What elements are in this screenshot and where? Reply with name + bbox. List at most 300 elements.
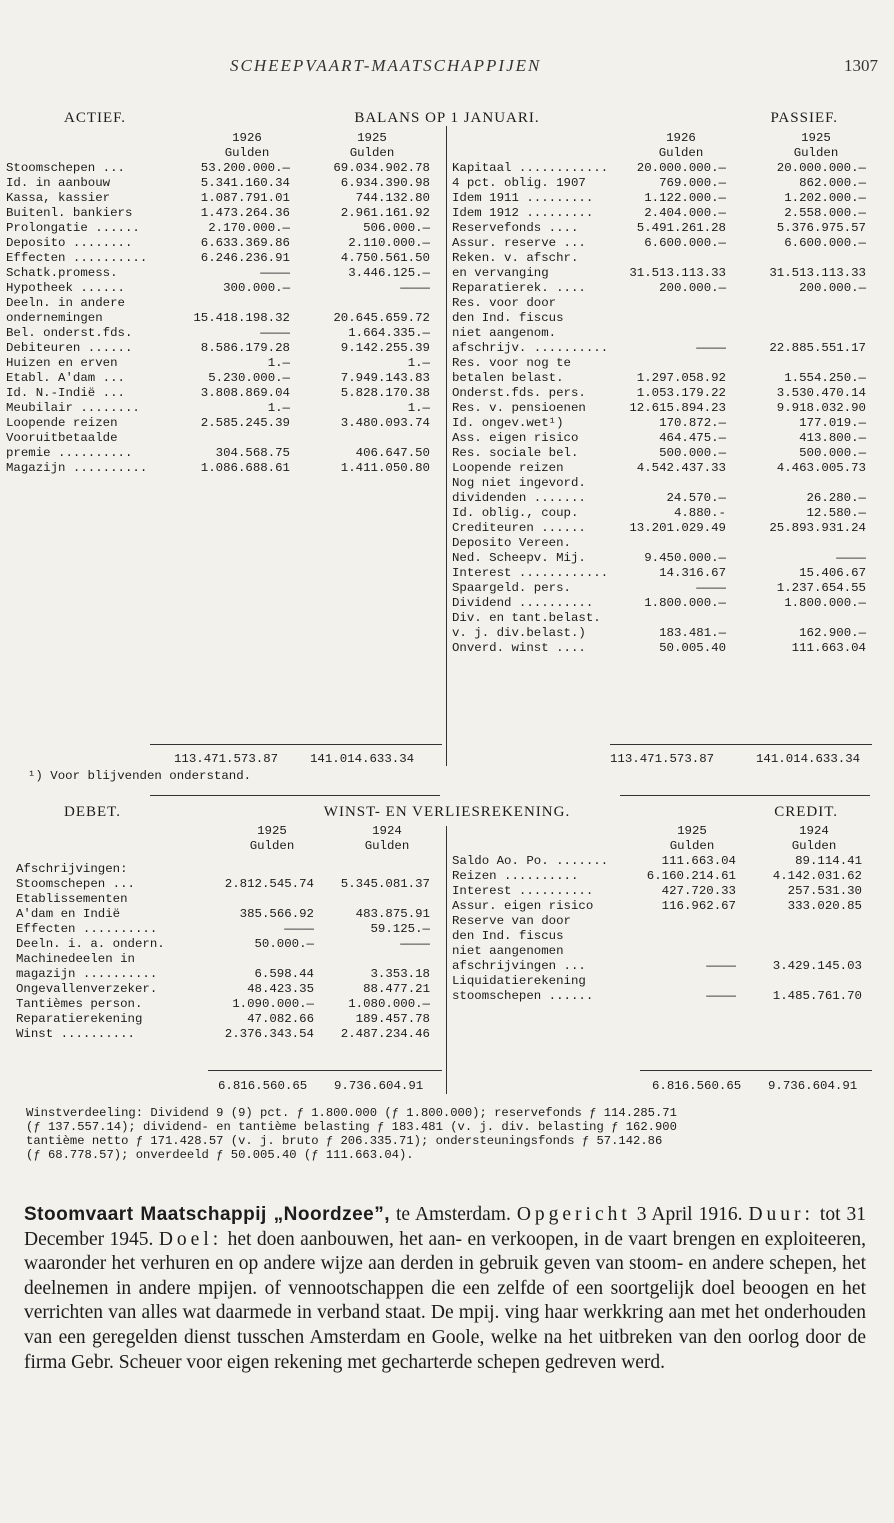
asset-value-1: ————: [260, 266, 290, 280]
asset-label: Id. in aanbouw: [6, 176, 111, 190]
credit-row: [452, 884, 872, 899]
liability-row: [452, 326, 872, 341]
debit-value-1: ————: [284, 922, 314, 936]
assets-total-1925: 141.014.633.34: [310, 752, 415, 766]
debit-value-1: 47.082.66: [247, 1012, 314, 1026]
asset-label: Kassa, kassier: [6, 191, 111, 205]
asset-value-2: 5.828.170.38: [340, 386, 430, 400]
asset-row: [6, 341, 442, 356]
asset-label: premie ..........: [6, 446, 133, 460]
liability-label: Deposito Vereen.: [452, 536, 571, 550]
liability-row: [452, 581, 872, 596]
credit-value-1: ————: [706, 959, 736, 973]
liability-row: [452, 161, 872, 176]
footnote: [28, 769, 528, 785]
asset-label: Effecten ..........: [6, 251, 148, 265]
assets-unit-2: Gulden: [349, 146, 395, 160]
pl-headings: [0, 804, 894, 822]
liability-value-1: 1.297.058.92: [636, 371, 726, 385]
debit-row: [16, 997, 442, 1012]
asset-value-2: 1.—: [407, 401, 430, 415]
running-header: [0, 44, 894, 76]
asset-value-2: 406.647.50: [355, 446, 430, 460]
credit-row: [452, 959, 872, 974]
pl-divider: [446, 826, 447, 1094]
running-title: SCHEEPVAART-MAATSCHAPPIJEN: [230, 56, 542, 75]
liability-value-1: ————: [696, 341, 726, 355]
debit-year-row: [16, 824, 442, 839]
liability-row: [452, 386, 872, 401]
debit-label: Effecten ..........: [16, 922, 158, 936]
liability-label: den Ind. fiscus: [452, 311, 564, 325]
asset-row: [6, 281, 442, 296]
liability-value-2: 111.663.04: [791, 641, 866, 655]
asset-label: Huizen en erven: [6, 356, 118, 370]
liability-row: [452, 416, 872, 431]
winstverdeeling-line: (ƒ 68.778.57); onverdeeld ƒ 50.005.40 (ƒ 111.663.04).: [26, 1148, 414, 1162]
winstverdeeling-line: (ƒ 137.557.14); dividend- en tantième belasting ƒ 183.481 (v. j. div. belasting ƒ 162.900: [26, 1120, 677, 1134]
liability-label: betalen belast.: [452, 371, 564, 385]
debit-label: Tantièmes person.: [16, 997, 143, 1011]
liability-row: [452, 626, 872, 641]
winstverdeeling-line: Winstverdeeling: Dividend 9 (9) pct. ƒ 1.800.000 (ƒ 1.800.000); reservefonds ƒ 114.285.71: [26, 1106, 677, 1120]
liability-label: v. j. div.belast.): [452, 626, 586, 640]
asset-value-1: 300.000.—: [223, 281, 290, 295]
liability-value-1: 31.513.113.33: [629, 266, 726, 280]
asset-row: [6, 401, 442, 416]
asset-label: Id. N.-Indië ...: [6, 386, 125, 400]
asset-value-2: 2.961.161.92: [340, 206, 430, 220]
asset-row: [6, 161, 442, 176]
asset-value-2: 69.034.902.78: [333, 161, 430, 175]
asset-row: [6, 266, 442, 281]
debit-value-2: 1.080.000.—: [348, 997, 430, 1011]
asset-value-1: 1.473.264.36: [200, 206, 290, 220]
liability-value-1: 4.542.437.33: [636, 461, 726, 475]
credit-label: niet aangenomen: [452, 944, 564, 958]
asset-row: [6, 176, 442, 191]
purpose-text: het doen aanbouwen, het aan- en verkoopen, in de vaart brengen en exploiteeren, waaronder het verhuren en op andere wijze aan derden in gebruik geven van stoom- en andere schepen, het deelnemen in andere mpijen. of vennootschappen die een zelfde of een soortgelijk doel beoogen en het verrichten van alles wat daarmede in verband staat. De mpij. ving haar werkkring aan met het onderhouden van een geregelden dienst tusschen Amsterdam en Goole, welke na het uitbreken van den oorlog door de firma Gebr. Scheuer voor eigen rekening met gecharterde schepen gedreven werd.: [24, 1228, 866, 1373]
liability-label: Reken. v. afschr.: [452, 251, 579, 265]
asset-row: [6, 431, 442, 446]
liability-value-2: 500.000.—: [799, 446, 866, 460]
liability-value-2: 862.000.—: [799, 176, 866, 190]
liability-label: Assur. reserve ...: [452, 236, 586, 250]
asset-value-2: 9.142.255.39: [340, 341, 430, 355]
liability-row: [452, 566, 872, 581]
liability-row: [452, 236, 872, 251]
credit-label: afschrijvingen ...: [452, 959, 586, 973]
asset-row: [6, 311, 442, 326]
opgericht-label: Opgericht: [516, 1204, 631, 1225]
liability-row: [452, 206, 872, 221]
asset-label: Prolongatie ......: [6, 221, 140, 235]
credit-heading: CREDIT.: [774, 804, 838, 820]
liability-label: Reparatierek. ....: [452, 281, 586, 295]
liability-label: Kapitaal ............: [452, 161, 609, 175]
company-location: te Amsterdam.: [390, 1204, 517, 1225]
credit-row: [452, 974, 872, 989]
credit-value-2: 4.142.031.62: [772, 869, 862, 883]
liabilities-unit-row: [452, 146, 872, 161]
liability-value-2: 25.893.931.24: [769, 521, 866, 535]
asset-value-2: 6.934.390.98: [340, 176, 430, 190]
debit-value-2: 5.345.081.37: [340, 877, 430, 891]
debit-unit-1: Gulden: [249, 839, 295, 853]
liability-value-1: 4.880.-: [673, 506, 726, 520]
liability-value-2: 1.237.654.55: [776, 581, 866, 595]
liability-row: [452, 536, 872, 551]
liability-value-2: 15.406.67: [799, 566, 866, 580]
credit-label: Saldo Ao. Po. .......: [452, 854, 609, 868]
asset-row: [6, 356, 442, 371]
liability-value-2: 22.885.551.17: [769, 341, 866, 355]
assets-unit-1: Gulden: [224, 146, 270, 160]
liability-value-2: 200.000.—: [799, 281, 866, 295]
asset-row: [6, 416, 442, 431]
asset-value-1: 15.418.198.32: [193, 311, 290, 325]
debit-label: Reparatierekening: [16, 1012, 143, 1026]
liability-row: [452, 476, 872, 491]
liability-row: [452, 431, 872, 446]
liability-row: [452, 641, 872, 656]
liability-value-1: 50.005.40: [659, 641, 726, 655]
liability-value-2: 3.530.470.14: [776, 386, 866, 400]
debit-row: [16, 877, 442, 892]
debit-value-2: 3.353.18: [370, 967, 430, 981]
credit-year-2: 1924: [799, 824, 829, 838]
liability-label: Onverd. winst ....: [452, 641, 586, 655]
assets-year-row: [6, 131, 442, 146]
asset-row: [6, 386, 442, 401]
liability-value-1: 183.481.—: [659, 626, 726, 640]
liability-label: Id. ongev.wet¹): [452, 416, 564, 430]
asset-value-2: 1.664.335.—: [348, 326, 430, 340]
debit-value-1: 385.566.92: [239, 907, 314, 921]
liability-label: Idem 1911 .........: [452, 191, 594, 205]
debit-label: magazijn ..........: [16, 967, 158, 981]
balance-title: BALANS OP 1 JANUARI.: [354, 110, 540, 126]
credit-rows: [452, 854, 872, 1004]
liability-value-2: 9.918.032.90: [776, 401, 866, 415]
debit-label: Ongevallenverzeker.: [16, 982, 158, 996]
debit-label: Afschrijvingen:: [16, 862, 128, 876]
winstverdeeling: [26, 1106, 886, 1162]
debit-value-1: 50.000.—: [254, 937, 314, 951]
asset-value-2: 7.949.143.83: [340, 371, 430, 385]
liabilities-unit-1: Gulden: [658, 146, 704, 160]
liability-value-2: 20.000.000.—: [776, 161, 866, 175]
asset-value-2: 4.750.561.50: [340, 251, 430, 265]
pl-title: WINST- EN VERLIESREKENING.: [323, 804, 571, 820]
asset-row: [6, 296, 442, 311]
asset-label: Schatk.promess.: [6, 266, 118, 280]
credit-value-1: ————: [706, 989, 736, 1003]
liability-value-2: 2.558.000.—: [784, 206, 866, 220]
debet-heading: DEBET.: [64, 804, 121, 820]
assets-table: [6, 131, 442, 476]
debit-total-1924: 9.736.604.91: [334, 1079, 424, 1093]
credit-unit-row: [452, 839, 872, 854]
credit-row: [452, 869, 872, 884]
credit-label: Assur. eigen risico: [452, 899, 594, 913]
debit-year-1: 1925: [257, 824, 287, 838]
liability-value-2: 162.900.—: [799, 626, 866, 640]
debit-year-2: 1924: [372, 824, 402, 838]
liability-value-1: 500.000.—: [659, 446, 726, 460]
credit-table: [452, 824, 872, 1004]
debit-row: [16, 1012, 442, 1027]
liability-value-2: 1.554.250.—: [784, 371, 866, 385]
company-name: Stoomvaart Maatschappij „Noordzee”,: [24, 1204, 391, 1225]
balance-totals: [0, 752, 894, 768]
passief-heading: PASSIEF.: [770, 110, 838, 126]
asset-value-2: 20.645.659.72: [333, 311, 430, 325]
company-description: [24, 1203, 866, 1375]
credit-value-2: 1.485.761.70: [772, 989, 862, 1003]
asset-row: [6, 446, 442, 461]
asset-value-1: 53.200.000.—: [200, 161, 290, 175]
credit-value-2: 89.114.41: [795, 854, 862, 868]
liability-label: 4 pct. oblig. 1907: [452, 176, 586, 190]
liability-value-2: ————: [836, 551, 866, 565]
liability-value-1: 24.570.—: [666, 491, 726, 505]
debit-value-2: 88.477.21: [363, 982, 430, 996]
credit-total-1924: 9.736.604.91: [768, 1079, 858, 1093]
liability-value-1: 170.872.—: [659, 416, 726, 430]
liability-row: [452, 371, 872, 386]
liability-label: en vervanging: [452, 266, 549, 280]
liability-value-1: 200.000.—: [659, 281, 726, 295]
debit-label: Machinedeelen in: [16, 952, 135, 966]
asset-label: Buitenl. bankiers: [6, 206, 133, 220]
liability-row: [452, 446, 872, 461]
liability-label: Dividend ..........: [452, 596, 594, 610]
liability-row: [452, 341, 872, 356]
assets-total-rule: [150, 744, 442, 745]
liabilities-unit-2: Gulden: [793, 146, 839, 160]
liability-value-2: 31.513.113.33: [769, 266, 866, 280]
liability-row: [452, 281, 872, 296]
asset-value-1: 1.—: [267, 401, 290, 415]
asset-value-1: 3.808.869.04: [200, 386, 290, 400]
liability-row: [452, 461, 872, 476]
liability-value-1: 9.450.000.—: [644, 551, 726, 565]
debit-row: [16, 862, 442, 877]
asset-label: Stoomschepen ...: [6, 161, 125, 175]
pl-totals: [0, 1079, 894, 1095]
asset-value-1: ————: [260, 326, 290, 340]
credit-total-rule: [640, 1070, 872, 1071]
credit-unit-1: Gulden: [669, 839, 715, 853]
asset-row: [6, 251, 442, 266]
asset-row: [6, 221, 442, 236]
asset-value-1: 1.087.791.01: [200, 191, 290, 205]
debit-row: [16, 922, 442, 937]
asset-value-1: 2.585.245.39: [200, 416, 290, 430]
liability-label: Res. sociale bel.: [452, 446, 579, 460]
debit-value-1: 6.598.44: [254, 967, 314, 981]
asset-label: ondernemingen: [6, 311, 103, 325]
asset-row: [6, 236, 442, 251]
liabilities-year-row: [452, 131, 872, 146]
credit-value-1: 6.160.214.61: [646, 869, 736, 883]
credit-value-2: 333.020.85: [787, 899, 862, 913]
balance-headings: [0, 110, 894, 128]
debit-label: Stoomschepen ...: [16, 877, 135, 891]
asset-row: [6, 206, 442, 221]
asset-value-2: 506.000.—: [363, 221, 430, 235]
debit-value-2: ————: [400, 937, 430, 951]
credit-row: [452, 944, 872, 959]
liability-row: [452, 401, 872, 416]
assets-year-1: 1926: [232, 131, 262, 145]
liability-row: [452, 311, 872, 326]
liability-value-2: 6.600.000.—: [784, 236, 866, 250]
liability-value-1: 1.800.000.—: [644, 596, 726, 610]
credit-label: stoomschepen ......: [452, 989, 594, 1003]
asset-label: Etabl. A'dam ...: [6, 371, 125, 385]
debit-label: Etablissementen: [16, 892, 128, 906]
debit-row: [16, 1027, 442, 1042]
credit-row: [452, 989, 872, 1004]
asset-value-1: 6.246.236.91: [200, 251, 290, 265]
asset-value-1: 1.—: [267, 356, 290, 370]
debit-row: [16, 967, 442, 982]
liability-row: [452, 191, 872, 206]
asset-label: Deposito ........: [6, 236, 133, 250]
asset-value-1: 1.086.688.61: [200, 461, 290, 475]
asset-value-2: ————: [400, 281, 430, 295]
debit-table: [16, 824, 442, 1042]
debit-row: [16, 892, 442, 907]
balance-divider: [446, 126, 447, 766]
liability-label: Reservefonds ....: [452, 221, 579, 235]
liability-value-2: 413.800.—: [799, 431, 866, 445]
liability-row: [452, 491, 872, 506]
liability-value-1: 1.053.179.22: [636, 386, 726, 400]
credit-row: [452, 854, 872, 869]
liabilities-rows: [452, 161, 872, 656]
liabilities-total-rule: [610, 744, 872, 745]
duur-label: Duur:: [748, 1204, 814, 1225]
asset-row: [6, 461, 442, 476]
liability-label: dividenden .......: [452, 491, 586, 505]
debit-row: [16, 937, 442, 952]
asset-label: Loopende reizen: [6, 416, 118, 430]
credit-value-1: 116.962.67: [661, 899, 736, 913]
assets-total-1926: 113.471.573.87: [174, 752, 279, 766]
liability-label: Id. oblig., coup.: [452, 506, 579, 520]
liabilities-total-1925: 141.014.633.34: [756, 752, 861, 766]
liability-value-1: 1.122.000.—: [644, 191, 726, 205]
credit-label: Interest ..........: [452, 884, 594, 898]
liability-label: Interest ............: [452, 566, 609, 580]
liability-label: Nog niet ingevord.: [452, 476, 586, 490]
liability-label: Ned. Scheepv. Mij.: [452, 551, 586, 565]
winstverdeeling-line: tantième netto ƒ 171.428.57 (v. j. bruto ƒ 206.335.71); ondersteuningsfonds ƒ 57.142.86: [26, 1134, 663, 1148]
asset-value-1: 5.230.000.—: [208, 371, 290, 385]
liability-value-1: 5.491.261.28: [636, 221, 726, 235]
liabilities-year-1: 1926: [666, 131, 696, 145]
asset-row: [6, 326, 442, 341]
liability-value-1: 769.000.—: [659, 176, 726, 190]
liability-value-1: ————: [696, 581, 726, 595]
liability-label: Idem 1912 .........: [452, 206, 594, 220]
liability-value-1: 13.201.029.49: [629, 521, 726, 535]
liability-value-1: 12.615.894.23: [629, 401, 726, 415]
liability-row: [452, 551, 872, 566]
pl-top-rule-right: [620, 795, 870, 796]
liability-row: [452, 521, 872, 536]
asset-value-2: 744.132.80: [355, 191, 430, 205]
liability-row: [452, 296, 872, 311]
debit-unit-2: Gulden: [364, 839, 410, 853]
debit-value-2: 189.457.78: [355, 1012, 430, 1026]
liability-row: [452, 611, 872, 626]
liability-row: [452, 251, 872, 266]
debit-total-rule: [208, 1070, 442, 1071]
assets-rows: [6, 161, 442, 476]
page-number: 1307: [844, 56, 878, 75]
asset-label: Hypotheek ......: [6, 281, 125, 295]
credit-value-1: 111.663.04: [661, 854, 736, 868]
asset-value-2: 3.480.093.74: [340, 416, 430, 430]
liability-label: niet aangenom.: [452, 326, 557, 340]
debit-value-1: 2.812.545.74: [224, 877, 314, 891]
liability-label: afschrijv. ..........: [452, 341, 609, 355]
liability-value-1: 20.000.000.—: [636, 161, 726, 175]
liability-value-2: 4.463.005.73: [776, 461, 866, 475]
actief-heading: ACTIEF.: [64, 110, 127, 126]
liability-label: Res. voor door: [452, 296, 557, 310]
credit-row: [452, 914, 872, 929]
credit-label: Reizen ..........: [452, 869, 579, 883]
debit-total-1925: 6.816.560.65: [218, 1079, 308, 1093]
liability-row: [452, 176, 872, 191]
liabilities-table: [452, 131, 872, 656]
liability-row: [452, 506, 872, 521]
debit-value-2: 59.125.—: [370, 922, 430, 936]
liability-value-1: 464.475.—: [659, 431, 726, 445]
liability-label: Crediteuren ......: [452, 521, 586, 535]
liability-value-2: 5.376.975.57: [776, 221, 866, 235]
credit-label: den Ind. fiscus: [452, 929, 564, 943]
credit-value-2: 3.429.145.03: [772, 959, 862, 973]
asset-row: [6, 371, 442, 386]
asset-label: Meubilair ........: [6, 401, 140, 415]
credit-row: [452, 899, 872, 914]
credit-total-1925: 6.816.560.65: [652, 1079, 742, 1093]
debit-label: A'dam en Indië: [16, 907, 121, 921]
asset-value-2: 3.446.125.—: [348, 266, 430, 280]
debit-row: [16, 982, 442, 997]
liability-value-2: 177.019.—: [799, 416, 866, 430]
credit-value-1: 427.720.33: [661, 884, 736, 898]
liability-row: [452, 596, 872, 611]
liability-row: [452, 266, 872, 281]
debit-value-1: 2.376.343.54: [224, 1027, 314, 1041]
asset-label: Deeln. in andere: [6, 296, 125, 310]
asset-label: Bel. onderst.fds.: [6, 326, 133, 340]
asset-label: Magazijn ..........: [6, 461, 148, 475]
liability-label: Onderst.fds. pers.: [452, 386, 586, 400]
asset-value-1: 8.586.179.28: [200, 341, 290, 355]
liability-value-1: 6.600.000.—: [644, 236, 726, 250]
liability-label: Spaargeld. pers.: [452, 581, 571, 595]
asset-value-1: 2.170.000.—: [208, 221, 290, 235]
asset-value-2: 2.110.000.—: [348, 236, 430, 250]
